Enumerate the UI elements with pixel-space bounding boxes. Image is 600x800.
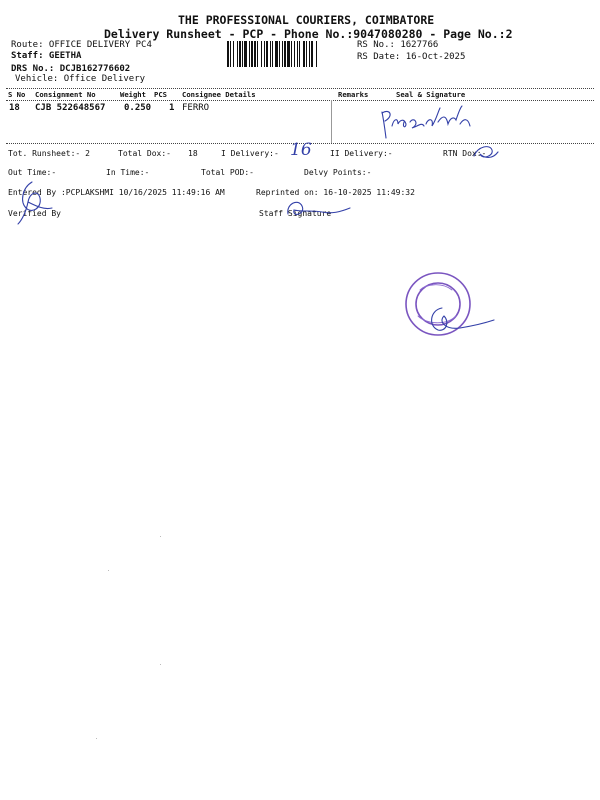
- barcode-bar: [309, 41, 310, 67]
- barcode-bar: [270, 41, 271, 67]
- barcode-bar: [287, 41, 290, 67]
- row-consignment: CJB 522648567: [35, 103, 106, 113]
- runsheet-subtitle: Delivery Runsheet - PCP - Phone No.:9047080280 - Page No.:2: [104, 27, 513, 41]
- barcode-bar: [244, 41, 247, 67]
- barcode-bar: [306, 41, 307, 67]
- scan-speck: [160, 536, 161, 537]
- remarks-divider: [331, 100, 332, 143]
- barcode-bar: [239, 41, 241, 67]
- company-title: THE PROFESSIONAL COURIERS, COIMBATORE: [178, 13, 435, 27]
- rs-number: RS No.: 1627766: [357, 40, 439, 50]
- barcode-icon: [227, 41, 353, 67]
- barcode-bar: [291, 41, 292, 67]
- barcode-bar: [299, 41, 300, 67]
- barcode-bar: [237, 41, 238, 67]
- col-pcs: PCS: [154, 90, 167, 99]
- stamp-signature: [420, 300, 500, 340]
- delvy-points-label: Delvy Points:-: [304, 168, 372, 177]
- staff-signature-label: Staff Signature: [259, 209, 332, 218]
- route-label: Route: OFFICE DELIVERY PC4: [11, 40, 152, 50]
- i-delivery-handwritten: 16: [290, 140, 312, 160]
- ii-delivery-label: II Delivery:-: [330, 149, 393, 158]
- total-dox-value: 18: [188, 149, 198, 158]
- barcode-bar: [233, 41, 234, 67]
- col-consignee: Consignee Details: [182, 90, 256, 99]
- row-sno: 18: [9, 103, 20, 113]
- in-time-label: In Time:-: [106, 168, 150, 177]
- staff-signature: [282, 196, 354, 222]
- barcode-bar: [261, 41, 262, 67]
- out-time-label: Out Time:-: [8, 168, 57, 177]
- col-remarks: Remarks: [338, 90, 369, 99]
- col-sno: S No: [8, 90, 26, 99]
- staff-label: Staff: GEETHA: [11, 51, 82, 61]
- verifier-signature: [8, 178, 58, 228]
- barcode-bar: [311, 41, 313, 67]
- receiver-signature: [376, 104, 476, 144]
- barcode-bar: [297, 41, 298, 67]
- barcode-bar: [242, 41, 243, 67]
- table-header-rule: [6, 100, 594, 101]
- scan-speck: [96, 738, 97, 739]
- barcode-bar: [227, 41, 229, 67]
- barcode-bar: [230, 41, 231, 67]
- scan-speck: [160, 664, 161, 665]
- i-delivery-label: I Delivery:-: [221, 149, 279, 158]
- scan-speck: [108, 570, 109, 571]
- barcode-bar: [266, 41, 268, 67]
- vehicle-label: Vehicle: Office Delivery: [15, 74, 146, 84]
- entered-by: Entered By :PCPLAKSHMI 10/16/2025 11:49:16 AM: [8, 188, 225, 197]
- rtn-dox-scribble: [470, 142, 500, 164]
- drs-number: DRS No.: DCJB162776602: [11, 64, 131, 74]
- verified-by-label: Verified By: [8, 209, 61, 218]
- total-dox-label: Total Dox:-: [118, 149, 171, 158]
- barcode-bar: [254, 41, 256, 67]
- rtn-dox-label: RTN Dox:-: [443, 149, 487, 158]
- barcode-bar: [279, 41, 280, 67]
- row-consignee: FERRO: [182, 103, 210, 113]
- col-seal-signature: Seal & Signature: [396, 90, 466, 99]
- reprinted-on: Reprinted on: 16-10-2025 11:49:32: [256, 188, 415, 197]
- row-pcs: 1: [169, 103, 175, 113]
- barcode-bar: [257, 41, 258, 67]
- row-weight: 0.250: [124, 103, 152, 113]
- barcode-bar: [294, 41, 295, 67]
- table-top-rule: [6, 88, 594, 89]
- col-weight: Weight: [120, 90, 146, 99]
- total-pod-label: Total POD:-: [201, 168, 254, 177]
- barcode-bar: [284, 41, 286, 67]
- barcode-bar: [316, 41, 317, 67]
- barcode-bar: [249, 41, 250, 67]
- barcode-bar: [303, 41, 305, 67]
- barcode-bar: [275, 41, 278, 67]
- rs-date: RS Date: 16-Oct-2025: [357, 52, 466, 62]
- barcode-bar: [272, 41, 273, 67]
- tot-runsheet: Tot. Runsheet:- 2: [8, 149, 90, 158]
- barcode-bar: [251, 41, 253, 67]
- barcode-bar: [282, 41, 283, 67]
- col-consignment: Consignment No: [35, 90, 96, 99]
- barcode-bar: [264, 41, 265, 67]
